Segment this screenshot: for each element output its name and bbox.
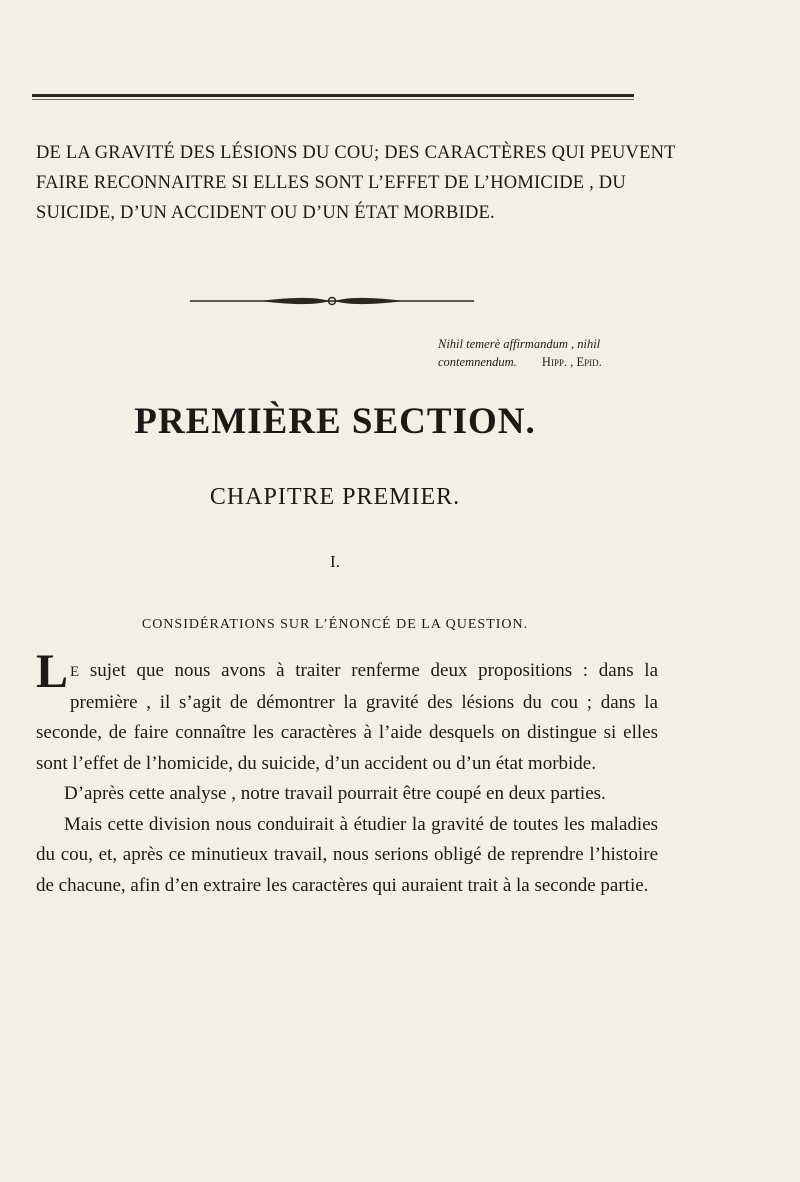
paragraph-1-text: sujet que nous avons à traiter renferme deux propositions : dans la première , il s’agit de démontrer la gravité des lésions du cou ; dans la seconde, de faire connaître les caractères à l’aide desquels on distingue si elles sont l’effet de l’homicide, du suicide, d’un accident ou d’un état morbide.: [36, 660, 658, 774]
ornamental-divider-icon: [190, 295, 474, 307]
epigraph: [438, 335, 668, 371]
epigraph-line-2: [438, 353, 668, 371]
drop-cap: L: [36, 645, 69, 698]
paragraph-3: Mais cette division nous conduirait à étudier la gravité de toutes les maladies du cou, et, après ce minutieux travail, nous serions obligé de reprendre l’histoire de chacune, afin d’en extraire les caractères qui auraient trait à la seconde partie.: [36, 813, 658, 896]
paragraph-2: D’après cette analyse , notre travail pourrait être coupé en deux parties.: [64, 783, 606, 804]
epigraph-source: Hipp. , Epid.: [541, 355, 602, 369]
epigraph-line-1: Nihil temerè affirmandum , nihil: [438, 337, 601, 351]
section-number: I.: [330, 552, 340, 571]
paragraph-1: [36, 645, 658, 779]
epigraph-line-2-text: contemnendum.: [438, 355, 517, 369]
heading-line-2: FAIRE RECONNAITRE SI ELLES SONT L’EFFET DE L’HOMICIDE , DU: [36, 173, 626, 193]
chapter-title: CHAPITRE PREMIER.: [209, 484, 461, 510]
paragraph-1-smallcap: E: [70, 664, 80, 680]
heading-line-3: SUICIDE, D’UN ACCIDENT OU D’UN ÉTAT MORBIDE.: [36, 203, 495, 223]
section-title: PREMIÈRE SECTION.: [134, 401, 536, 442]
body-text: [36, 645, 658, 901]
heading-line-1: DE LA GRAVITÉ DES LÉSIONS DU COU; DES CARACTÈRES QUI PEUVENT: [36, 143, 676, 163]
header-rule-thin: [32, 99, 634, 100]
chapter-heading: [36, 138, 676, 228]
header-rule: [32, 94, 634, 97]
subheading: CONSIDÉRATIONS SUR L’ÉNONCÉ DE LA QUESTION.: [141, 617, 529, 632]
